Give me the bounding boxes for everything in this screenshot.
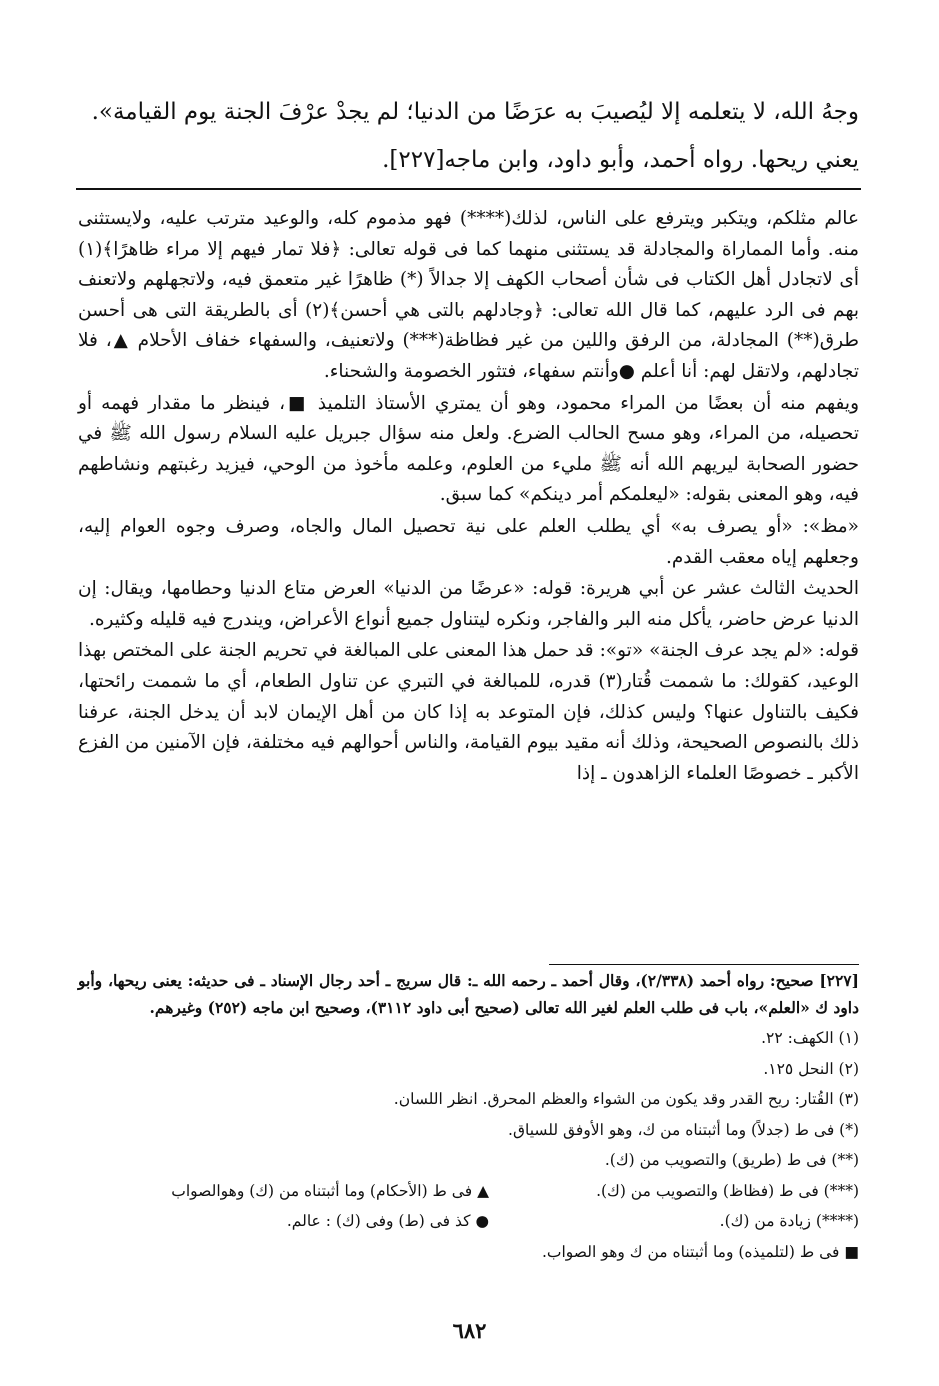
main-divider — [76, 188, 861, 190]
footnote-item: (٢) النحل ١٢٥. — [763, 1059, 859, 1078]
commentary-paragraph: قوله: «لم يجد عرف الجنة» «تو»: قد حمل هذا المعنى على المبالغة في تحريم الجنة على المختص بهذا الوعيد، كقولك: ما شممت قُتار(٣) قدره، للمبالغة في التبري عن تناول الطعام، أي ما شممت رائحتها، فكيف بالتناول عنها؟ وليس كذلك، فإن المتوعد به إذا كان من أهل الإيمان لابد أن يدخل الجنة، عرفنا ذلك بالنصوص الصحيحة، وذلك أنه مقيد بيوم القيامة، والناس أحوالهم فيه مختلفة، فإن الآمنين من الفزع الأكبر ـ خصوصًا العلماء الزاهدون ـ إذا — [78, 640, 859, 784]
commentary-paragraph: الحديث الثالث عشر عن أبي هريرة: قوله: «عرضًا من الدنيا» العرض متاع الدنيا وحطامها، ويقال: إن الدنيا عرض حاضر، يأكل منه البر والفاجر، ونكره ليتناول جميع أنواع الأعراض، ويندرج فيه قليله وكثيره. — [78, 578, 859, 630]
hadith-line-1: وجهُ الله، لا يتعلمه إلا ليُصيبَ به عرَضًا من الدنيا؛ لم يجدْ عرْفَ الجنة يوم القيامة». — [91, 99, 859, 125]
footnote-item: (****) زيادة من (ك). — [719, 1212, 859, 1230]
footnote-item: (***) فى ط (فظاظ) والتصويب من (ك). — [596, 1181, 859, 1200]
hadith-line-2: يعني ريحها. رواه أحمد، وأبو داود، وابن ماجه[٢٢٧]. — [382, 147, 859, 173]
hadith-text — [78, 88, 859, 184]
footnote-item: (**) فى ط (طريق) والتصويب من (ك). — [604, 1151, 859, 1169]
footnote-item: (١) الكهف: ٢٢. — [761, 1029, 859, 1047]
commentary — [78, 204, 859, 789]
side-note: ● كذ فى (ط) وفى (ك) : عالم. — [286, 1212, 489, 1230]
footnote-list — [78, 1023, 859, 1267]
footnote-row — [78, 1176, 859, 1207]
commentary-paragraph: «مظ»: «أو يصرف به» أي يطلب العلم على نية تحصيل المال والجاه، وصرف وجوه العوام إليه، وجعلهم إياه معقب القدم. — [78, 515, 859, 568]
footnote-item: ■ فى ط (لتلميذه) وما أثبتناه من ك وهو الصواب. — [541, 1242, 859, 1261]
footnote-divider — [549, 964, 859, 965]
commentary-paragraph: ويفهم منه أن بعضًا من المراء محمود، وهو أن يمتري الأستاذ التلميذ ■، فينظر ما مقدار فهمه أو تحصيله، من المراء، وهو مسح الحالب الضرع. ولعل منه سؤال جبريل عليه السلام رسول الله ﷺ في حضور الصحابة ليريهم الله أنه ﷺ مليء من العلوم، وعلمه مأخوذ من الوحي، فيزيد رغبتهم ونشاطهم فيه، وهو المعنى بقوله: «ليعلمكم أمر دينكم» كما سبق. — [78, 392, 859, 506]
commentary-paragraph: عالم مثلكم، ويتكبر ويترفع على الناس، لذلك(****) فهو مذموم كله، والوعيد مترتب عليه، ولايستثنى منه. وأما المماراة والمجادلة قد يستثنى منهما كما فى قوله تعالى: ﴿فلا تمار فيهم إلا مراء ظاهرًا﴾(١) أى لاتجادل أهل الكتاب فى شأن أصحاب الكهف إلا جدالاً (*) ظاهرًا غير متعمق فيه، ولاتجهلهم ولاتعنف بهم فى الرد عليهم، كما قال الله تعالى: ﴿وجادلهم بالتى هي أحسن﴾(٢) أى بالطريقة التى هى أحسن طرق(**) المجادلة، من الرفق واللين من غير فظاظة(***) ولاتعنيف، والسفهاء خفاف الأحلام ▲، فلا تجادلهم، ولاتقل لهم: أنا أعلم ●وأنتم سفهاء، فتثور الخصومة والشحناء. — [78, 208, 859, 382]
side-note: ▲ فى ط (الأحكام) وما أثبتناه من (ك) وهوالصواب — [171, 1181, 489, 1200]
footnote-item: (*) فى ط (جدلاً) وما أثبتناه من ك، وهو الأوفق للسياق. — [508, 1120, 859, 1139]
footnote-item: (٣) القُتار: ريح القدر وقد يكون من الشواء والعظم المحرق. انظر اللسان. — [393, 1090, 859, 1108]
page-number: ٦٨٢ — [452, 1318, 487, 1343]
footnote-row — [78, 1206, 859, 1237]
takhrij-note: [٢٢٧] صحيح: رواه أحمد (٢/٣٣٨)، وقال أحمد ـ رحمه الله ـ: قال سريج ـ أحد رجال الإسناد ـ فى حديثه: يعنى ريحها، وأبو داود ك «العلم»، باب فى طلب العلم لغير الله تعالى (صحيح أبى داود ٣١١٢)، وصحيح ابن ماجه (٢٥٢) وغيرهم. — [78, 971, 859, 1017]
footnotes — [78, 968, 859, 1267]
